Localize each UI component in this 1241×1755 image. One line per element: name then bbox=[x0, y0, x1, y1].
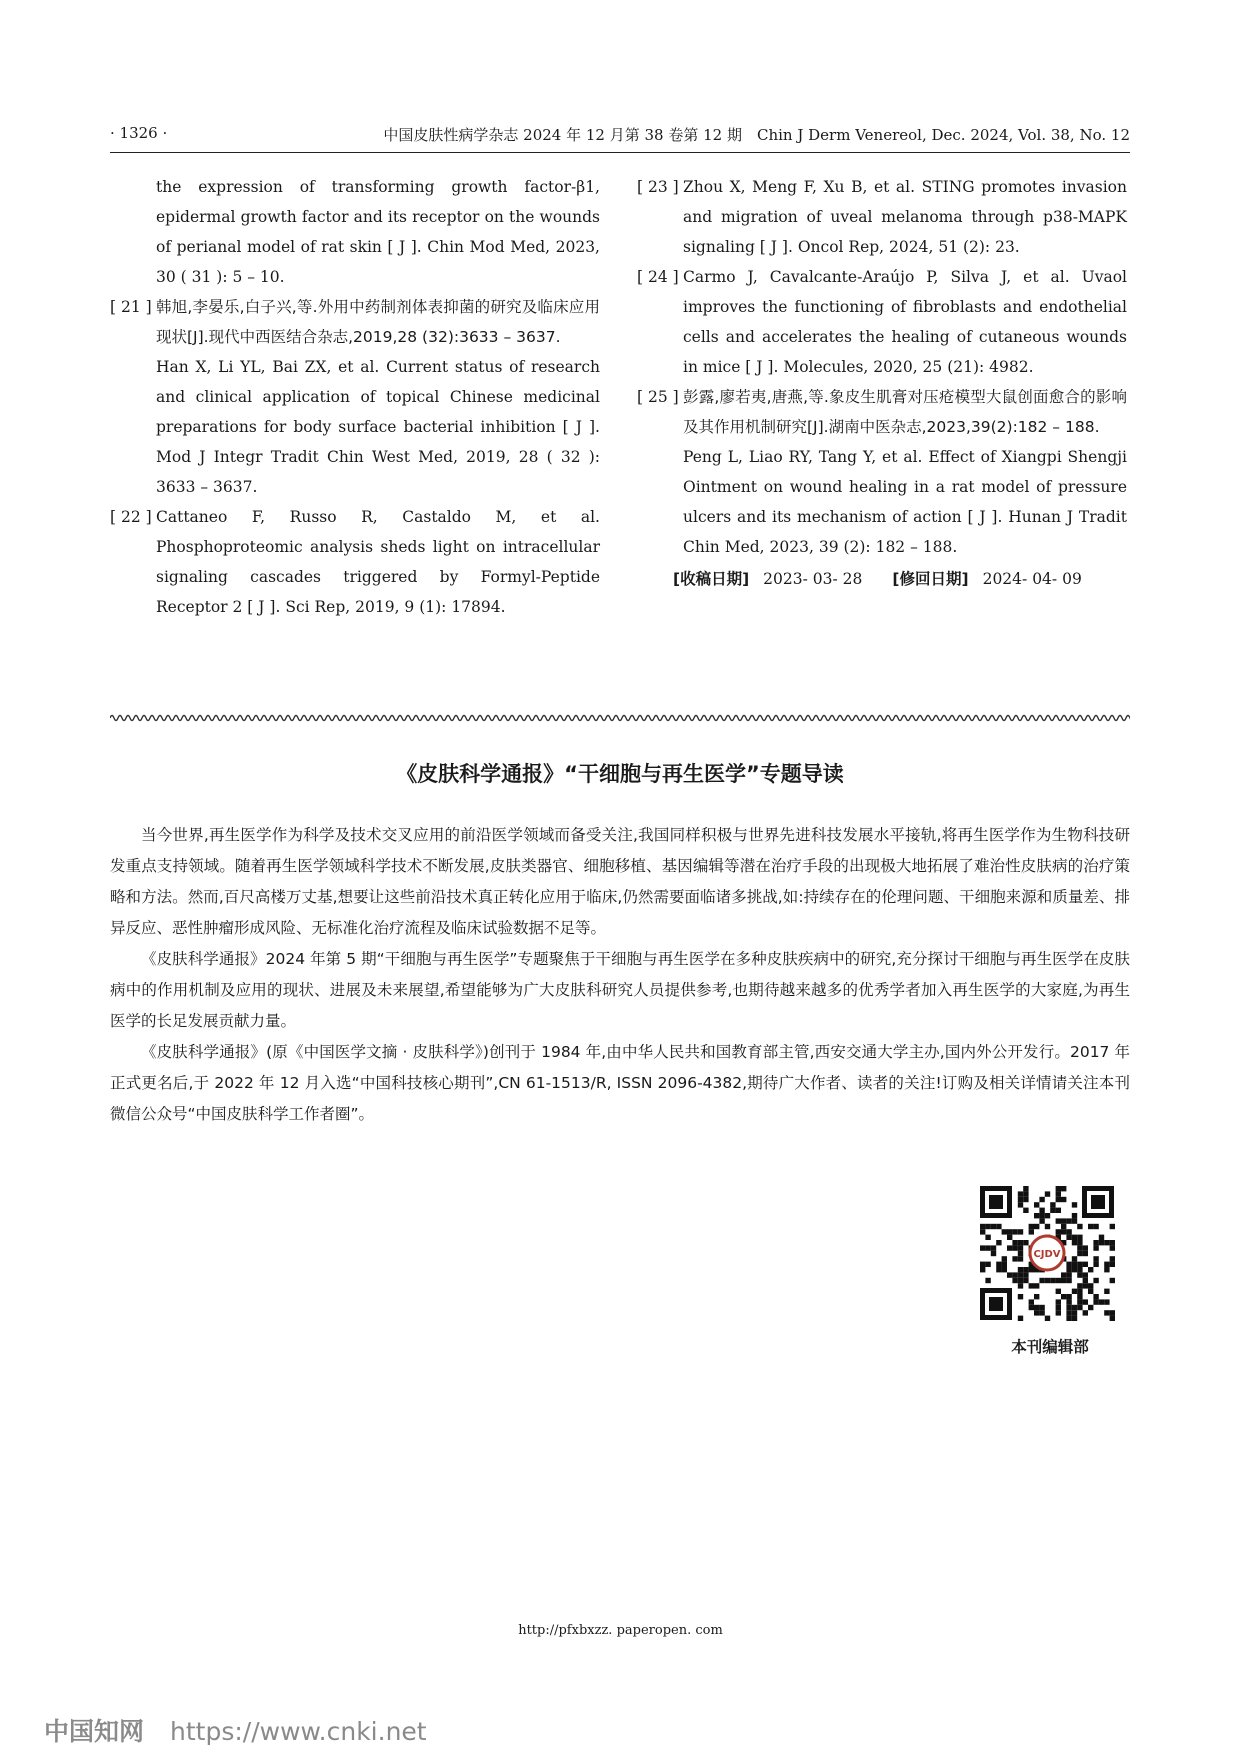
cnki-brand: 中国知网 bbox=[44, 1717, 145, 1746]
reference-number: [ 24 ] bbox=[637, 268, 679, 286]
reference-english-text: Zhou X, Meng F, Xu B, et al. STING promotes invasion and migration of uveal melanoma through p38-MAPK signaling [ J ]. Oncol Rep, 2024, 51 (2): 23. bbox=[683, 178, 1127, 256]
qr-logo-badge: CJDV bbox=[1033, 1249, 1061, 1260]
header-rule bbox=[110, 152, 1130, 153]
reference-number: [ 23 ] bbox=[637, 178, 679, 196]
received-date: 2023- 03- 28 bbox=[763, 570, 863, 588]
editorial-signature: 本刊编辑部 bbox=[1011, 1338, 1089, 1356]
reference-item bbox=[110, 172, 600, 292]
revised-label: [修回日期] bbox=[892, 570, 969, 588]
journal-citation-line: 中国皮肤性病学杂志 2024 年 12 月第 38 卷第 12 期 Chin J Derm Venereol, Dec. 2024, Vol. 38, No. 12 bbox=[383, 126, 1130, 144]
running-header bbox=[110, 122, 1130, 146]
references-right-column bbox=[637, 172, 1127, 594]
reference-english-text: Carmo J, Cavalcante-Araújo P, Silva J, et al. Uvaol improves the functioning of fibroblasts and endothelial cells and accelerates the healing of cutaneous wounds in mice [ J ]. Molecules, 2020, 25 (21): 4982. bbox=[683, 268, 1127, 376]
revised-date: 2024- 04- 09 bbox=[982, 570, 1082, 588]
notice-paragraph: 当今世界,再生医学作为科学及技术交叉应用的前沿医学领域而备受关注,我国同样积极与世界先进科技发展水平接轨,将再生医学作为生物科技研发重点支持领域。随着再生医学领域科学技术不断发展,皮肤类器官、细胞移植、基因编辑等潜在治疗手段的出现极大地拓展了难治性皮肤病的治疗策略和方法。然而,百尺高楼万丈基,想要让这些前沿技术真正转化应用于临床,仍然需要面临诸多挑战,如:持续存在的伦理问题、干细胞来源和质量差、排异反应、恶性肿瘤形成风险、无标准化治疗流程及临床试验数据不足等。 bbox=[110, 826, 1130, 937]
reference-number: [ 21 ] bbox=[110, 298, 152, 316]
wechat-qr-code bbox=[976, 1182, 1118, 1324]
notice-paragraph: 《皮肤科学通报》(原《中国医学文摘 · 皮肤科学》)创刊于 1984 年,由中华人民共和国教育部主管,西安交通大学主办,国内外公开发行。2017 年正式更名后,于 2022 年 12 月入选“中国科技核心期刊”,CN 61-1513/R, ISSN 2096-4382,期待广大作者、读者的关注!订购及相关详情请关注本刊微信公众号“中国皮肤科学工作者圈”。 bbox=[110, 1043, 1130, 1123]
reference-english-text: Han X, Li YL, Bai ZX, et al. Current status of research and clinical application of topical Chinese medicinal preparations for body surface bacterial inhibition [ J ]. Mod J Integr Tradit Chin West Med, 2019, 28 ( 32 ): 3633 – 3637. bbox=[156, 358, 600, 496]
notice-title: 《皮肤科学通报》“干细胞与再生医学”专题导读 bbox=[396, 762, 844, 786]
notice-body bbox=[110, 820, 1130, 1130]
reference-item bbox=[637, 262, 1127, 382]
reference-item bbox=[110, 292, 600, 502]
cnki-url: https://www.cnki.net bbox=[170, 1717, 427, 1746]
wavy-divider bbox=[110, 712, 1130, 724]
reference-item bbox=[637, 382, 1127, 562]
references-left-column bbox=[110, 172, 600, 622]
reference-english-text: Cattaneo F, Russo R, Castaldo M, et al. Phosphoproteomic analysis sheds light on intracellular signaling cascades triggered by Formyl-Peptide Receptor 2 [ J ]. Sci Rep, 2019, 9 (1): 17894. bbox=[156, 508, 600, 616]
reference-chinese-text: 韩旭,李晏乐,白子兴,等.外用中药制剂体表抑菌的研究及临床应用现状[J].现代中西医结合杂志,2019,28 (32):3633 – 3637. bbox=[156, 298, 600, 346]
reference-item bbox=[110, 502, 600, 622]
reference-number: [ 22 ] bbox=[110, 508, 152, 526]
reference-number: [ 25 ] bbox=[637, 388, 679, 406]
reference-item bbox=[637, 172, 1127, 262]
reference-chinese-text: 彭露,廖若夷,唐燕,等.象皮生肌膏对压疮模型大鼠创面愈合的影响及其作用机制研究[J].湖南中医杂志,2023,39(2):182 – 188. bbox=[683, 388, 1127, 436]
reference-english-text: Peng L, Liao RY, Tang Y, et al. Effect of Xiangpi Shengji Ointment on wound healing in a rat model of pressure ulcers and its mechanism of action [ J ]. Hunan J Tradit Chin Med, 2023, 39 (2): 182 – 188. bbox=[683, 448, 1127, 556]
notice-paragraph: 《皮肤科学通报》2024 年第 5 期“干细胞与再生医学”专题聚焦于干细胞与再生医学在多种皮肤疾病中的研究,充分探讨干细胞与再生医学在皮肤病中的作用机制及应用的现状、进展及未来展望,希望能够为广大皮肤科研究人员提供参考,也期待越来越多的优秀学者加入再生医学的大家庭,为再生医学的长足发展贡献力量。 bbox=[110, 950, 1130, 1030]
received-label: [收稿日期] bbox=[673, 570, 750, 588]
journal-website-url: http://pfxbxzz. paperopen. com bbox=[518, 1623, 723, 1638]
page-number: · 1326 · bbox=[110, 124, 168, 142]
reference-20-continuation: the expression of transforming growth factor-β1, epidermal growth factor and its receptor on the wounds of perianal model of rat skin [ J ]. Chin Mod Med, 2023, 30 ( 31 ): 5 – 10. bbox=[156, 178, 600, 286]
article-dates bbox=[637, 564, 1127, 594]
cnki-watermark bbox=[44, 1712, 427, 1748]
